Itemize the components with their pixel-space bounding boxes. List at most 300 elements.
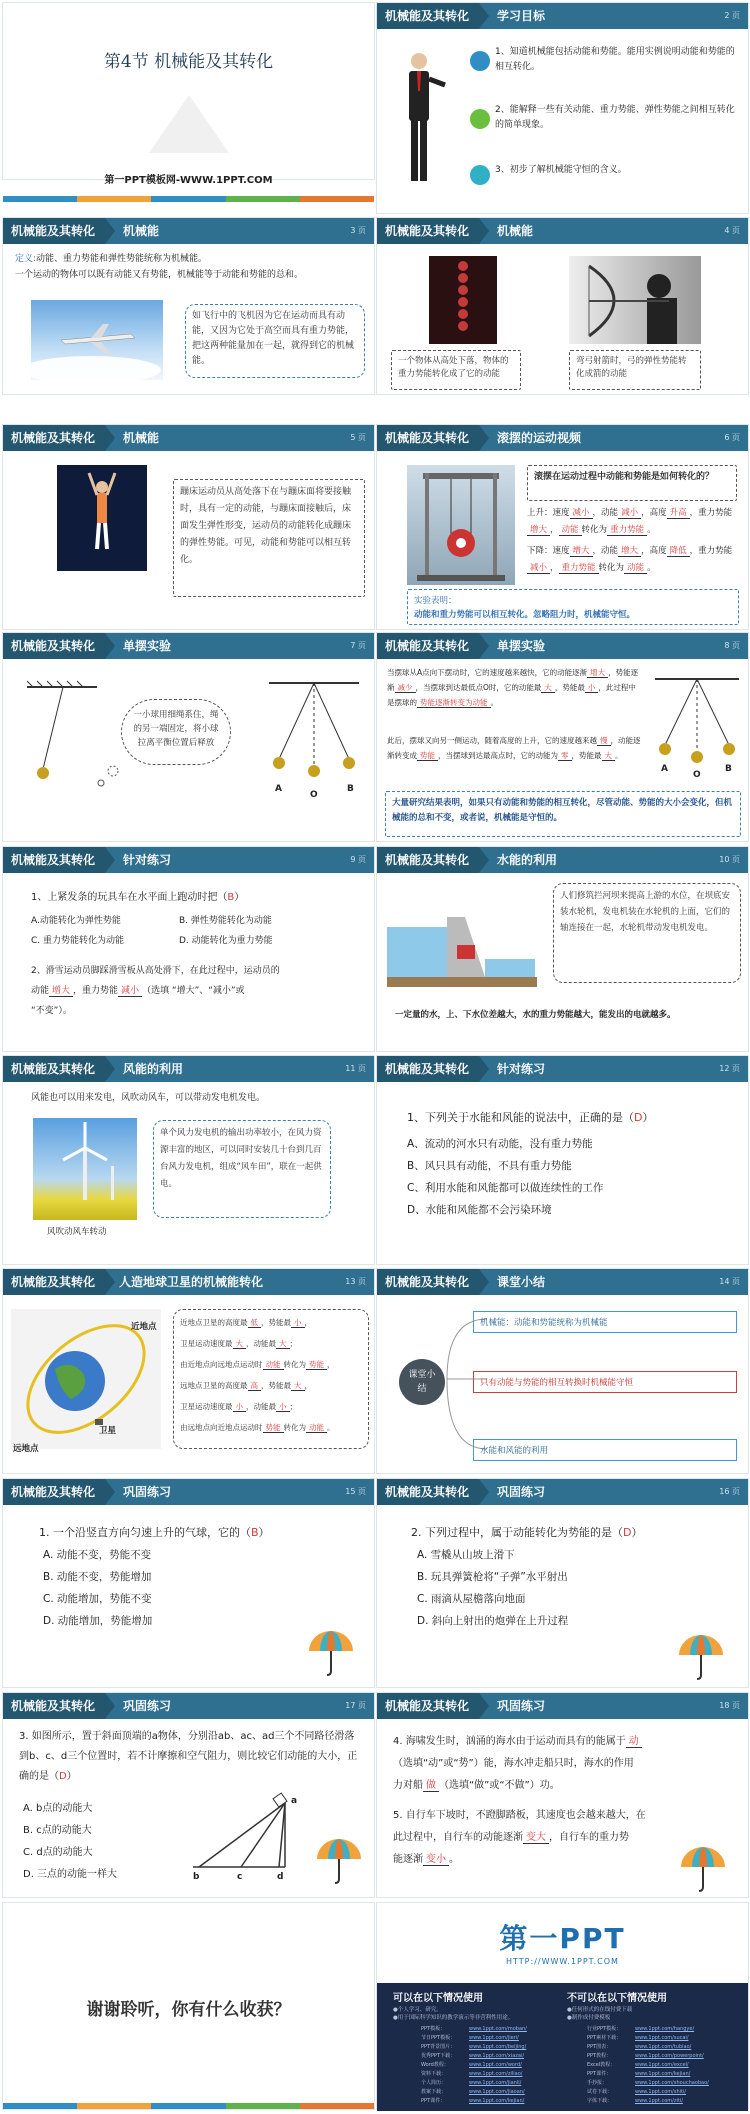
umbrella-icon <box>677 1633 725 1681</box>
fall-t1: ，动能 <box>592 546 619 556</box>
license-link-row <box>421 2088 571 2097</box>
slide-12-exercise <box>376 1055 749 1265</box>
option-c: C、利用水能和风能都可以做连续性的工作 <box>407 1182 604 1194</box>
link-label: 优秀PPT下载： <box>421 2053 456 2059</box>
swing-up-text <box>387 733 642 763</box>
slide-heading: 学习目标 <box>497 9 546 23</box>
links-right <box>587 2025 747 2106</box>
footer-text: 第一PPT模板网-WWW.1PPT.COM <box>104 175 273 186</box>
section-tab: 机械能及其转化 <box>3 1479 105 1505</box>
forbidden-note-1: ●任何形式的在线付费下载 <box>567 2007 633 2013</box>
p1-a1: 增大 <box>587 668 608 678</box>
airplane-photo <box>31 300 163 380</box>
satellite-line <box>180 1417 362 1438</box>
link-url[interactable]: www.1ppt.com/xiazai/ <box>469 2053 525 2059</box>
slide-title: 第4节 机械能及其转化 <box>103 52 274 72</box>
option-d: D. 动能增加，势能增加 <box>43 1615 153 1627</box>
satellite-answer: 大 <box>233 1339 247 1349</box>
rise-t2: ，高度 <box>641 508 667 518</box>
satellite-text: 卫星运动速度最 <box>180 1402 233 1411</box>
airplane-note: 如飞行中的飞机因为它在运动而具有动能，又因为它处于高空而具有重力势能，把这两种能量加在一起，就得到它的机械能。 <box>185 304 365 378</box>
satellite-answer: 势能 <box>306 1360 327 1370</box>
page-number: 7 页 <box>350 641 366 650</box>
link-url[interactable]: www.1ppt.com/shouchaobao/ <box>635 2080 709 2086</box>
link-url[interactable]: www.1ppt.com/jiaoan/ <box>469 2089 525 2095</box>
satellite-line <box>180 1312 362 1333</box>
rise-a3: 升高 <box>667 508 690 519</box>
section-tab: 机械能及其转化 <box>377 3 479 29</box>
link-url[interactable]: www.1ppt.com/ziliao/ <box>469 2071 523 2077</box>
q-text: 2. 下列过程中，属于动能转化为势能的是（ <box>411 1526 623 1539</box>
satellite-answer: 小 <box>291 1318 305 1328</box>
definition-text: 动能、重力势能和弹性势能统称为机械能。 <box>36 254 208 264</box>
link-label: 个人简历： <box>421 2080 447 2086</box>
q2-part-2: ，重力势能 <box>73 986 119 996</box>
page-number: 6 页 <box>724 433 740 442</box>
fall-a5: 重力势能 <box>559 563 599 574</box>
rise-a2: 减小 <box>618 508 641 519</box>
page-number: 17 页 <box>345 1701 366 1710</box>
single-pendulum-diagram <box>27 681 97 791</box>
p1-t1: ，势能逐渐 <box>387 668 639 692</box>
option-d: D. 动能转化为重力势能 <box>179 936 273 946</box>
p1-t4: ，此过程中是摆球的 <box>387 683 636 707</box>
satellite-text: ， <box>304 1381 312 1390</box>
link-url[interactable]: www.1ppt.com/kejian/ <box>469 2098 525 2104</box>
fall-a2: 增大 <box>618 546 641 557</box>
goal-1: 1、知道机械能包括动能和势能。能用实例说明动能和势能的相互转化。 <box>495 47 735 72</box>
license-link-row <box>587 2079 747 2088</box>
label-d: d <box>277 1872 284 1882</box>
option-a: A. b点的动能大 <box>23 1803 93 1814</box>
satellite-answer: 势能 <box>263 1423 284 1433</box>
allowed-note-1: ●个人学习、研究。 <box>393 2007 442 2013</box>
fall-t6: 。 <box>647 563 656 573</box>
link-url[interactable]: www.1ppt.com/powerpoint/ <box>635 2053 704 2059</box>
summary-item-3: 水能和风能的利用 <box>473 1439 737 1461</box>
point-label-b: B <box>347 784 354 794</box>
goal-icon-3 <box>470 165 490 185</box>
satellite-text: 转化为 <box>283 1360 306 1369</box>
rise-t1: ，动能 <box>592 508 619 518</box>
satellite-text: ，动能最 <box>246 1339 276 1348</box>
p2-t2: ，当摆球到达最高点时，它的动能为 <box>438 751 558 760</box>
slide-10-hydropower <box>376 846 749 1052</box>
q-answer: D <box>59 1771 67 1782</box>
p2-a4: 大 <box>602 751 616 761</box>
rise-t6: 。 <box>647 525 656 535</box>
slide-header <box>3 1056 374 1082</box>
license-link-row <box>587 2025 747 2034</box>
slide-heading: 巩固练习 <box>497 1485 546 1499</box>
fall-t3: ，重力势能 <box>689 546 733 556</box>
rise-description <box>527 505 742 539</box>
link-url[interactable]: www.1ppt.com/shiti/ <box>635 2089 687 2095</box>
link-label: PPT课件： <box>587 2071 612 2077</box>
license-link-row <box>421 2052 571 2061</box>
slide-15-exercise <box>2 1478 375 1688</box>
definition-line-2: 一个运动的物体可以既有动能又有势能，机械能等于动能和势能的总和。 <box>15 270 304 280</box>
q-end: ） <box>258 1526 270 1539</box>
satellite-line <box>180 1354 362 1375</box>
point-label-b: B <box>725 764 732 774</box>
section-tab: 机械能及其转化 <box>377 425 479 451</box>
section-tab: 机械能及其转化 <box>3 633 105 659</box>
section-tab: 机械能及其转化 <box>377 1479 479 1505</box>
page-number: 11 页 <box>345 1064 366 1073</box>
page-number: 13 页 <box>345 1277 366 1286</box>
option-d: D、水能和风能都不会污染环境 <box>407 1204 552 1216</box>
slide-header <box>377 3 748 29</box>
section-tab: 机械能及其转化 <box>3 1693 105 1719</box>
p1-a4: 小 <box>585 683 599 693</box>
wind-caption: 风吹动风车转动 <box>47 1227 107 1237</box>
hydropower-caption: 一定量的水，上、下水位差越大，水的重力势能越大，能发出的电就越多。 <box>395 1010 676 1020</box>
satellite-text: ， <box>304 1318 312 1327</box>
fall-a4: 减小 <box>527 563 550 574</box>
link-url[interactable]: www.1ppt.com/sucai/ <box>635 2035 689 2041</box>
satellite-line <box>180 1396 362 1417</box>
link-url[interactable]: www.1ppt.com/jieri/ <box>469 2035 519 2041</box>
slide-16-exercise <box>376 1478 749 1688</box>
goal-icon-1 <box>470 51 490 71</box>
fall-a6: 动能 <box>624 563 647 574</box>
q1-end: ） <box>234 892 245 903</box>
page-number: 18 页 <box>719 1701 740 1710</box>
slide-2-goals <box>376 2 749 214</box>
q2-answer-2: 减小 <box>118 986 142 997</box>
p2-t3: ，势能最 <box>571 751 602 760</box>
slide-header <box>377 425 748 451</box>
question <box>407 1108 653 1128</box>
p1-t5: 。 <box>490 698 498 707</box>
umbrella-icon <box>679 1845 727 1893</box>
rise-a5: 动能 <box>559 525 582 536</box>
satellite-answer: 大 <box>276 1339 290 1349</box>
option-d: D. 三点的动能一样大 <box>23 1869 118 1880</box>
question <box>39 1523 270 1543</box>
section-tab: 机械能及其转化 <box>377 1056 479 1082</box>
wind-turbine-photo <box>33 1118 137 1220</box>
slide-heading: 单摆实验 <box>497 639 546 653</box>
rise-t0: 速度 <box>552 508 570 518</box>
hydropower-box: 人们修筑拦河坝来提高上游的水位，在坝底安装水轮机，发电机装在水轮机的上面，它们的轴连接在一起，水轮机带动发电机发电。 <box>553 883 741 983</box>
swing-down-text <box>387 665 642 710</box>
q5-part-2: 此过程中，自行车的动能逐渐 <box>393 1832 523 1843</box>
q5-part-1: 5. 自行车下坡时，不蹬脚踏板，其速度也会越来越大，在 <box>393 1810 646 1821</box>
option-a: A. 动能不变，势能不变 <box>43 1549 152 1561</box>
option-b: B. c点的动能大 <box>23 1825 92 1836</box>
satellite-answer: 低 <box>248 1318 262 1328</box>
trampoline-text: 蹦床运动员从高处落下在与蹦床面将要接触时，具有一定的动能，与蹦床面接触后，床面发生弹性形变，运动员的动能转化成蹦床的弹性势能。可见，动能和势能可以相互转化。 <box>173 479 365 597</box>
section-tab: 机械能及其转化 <box>3 218 105 244</box>
goal-3: 3、初步了解机械能守恒的含义。 <box>495 165 627 175</box>
satellite-text: ，势能最 <box>261 1318 291 1327</box>
slide-8-pendulum-explained <box>376 632 749 842</box>
slide-17-exercise <box>2 1692 375 1898</box>
slide-header <box>3 1479 374 1505</box>
option-c: C. 动能增加，势能不变 <box>43 1593 152 1605</box>
label-c: c <box>237 1872 243 1882</box>
allowed-title: 可以在以下情况使用 <box>393 1993 483 2004</box>
q-text: 1. 一个沿竖直方向匀速上升的气球，它的（ <box>39 1526 251 1539</box>
point-label-a: A <box>661 764 668 774</box>
slide-heading: 机械能 <box>123 431 160 445</box>
link-url[interactable]: www.1ppt.com/moban/ <box>469 2026 527 2032</box>
forbidden-title: 不可以在以下情况使用 <box>567 1993 667 2004</box>
slide-heading: 巩固练习 <box>123 1485 172 1499</box>
fall-t2: ，高度 <box>641 546 667 556</box>
satellite-answer: 大 <box>291 1381 305 1391</box>
satellite-text: ，动能最 <box>246 1402 276 1411</box>
color-stripes <box>3 2103 374 2109</box>
license-link-row <box>587 2097 747 2106</box>
license-link-row <box>587 2061 747 2070</box>
result-label: 实验表明： <box>414 596 457 606</box>
satellite-text: 。 <box>327 1423 335 1432</box>
q-text: 3. 如图所示，置于斜面顶端的a物体，分别沿ab、ac、ad三个不同路径滑落到b、c、d三个位置时，若不计摩擦和空气阻力，则比较它们动能的大小，正确的是（ <box>19 1731 358 1782</box>
satellite-text: 远地点卫星的高度最 <box>180 1381 248 1390</box>
license-link-row <box>421 2043 571 2052</box>
result-text: 动能和重力势能可以相互转化。忽略阻力时，机械能守恒。 <box>414 610 636 620</box>
slide-18-exercise <box>376 1692 749 1898</box>
q-text: 1、下列关于水能和风能的说法中，正确的是（ <box>407 1111 634 1124</box>
link-url[interactable]: www.1ppt.com/hangye/ <box>635 2026 695 2032</box>
satellite-answer: 高 <box>248 1381 262 1391</box>
slide-header <box>377 1269 748 1295</box>
slide-header <box>3 218 374 244</box>
option-a: A.动能转化为弹性势能 <box>31 916 121 926</box>
slide-14-summary <box>376 1268 749 1474</box>
experiment-result <box>407 589 739 625</box>
question <box>411 1523 642 1543</box>
link-label: 行业PPT模板： <box>587 2026 622 2032</box>
fall-description <box>527 543 742 577</box>
satellite-answer: 小 <box>233 1402 247 1412</box>
link-url[interactable]: www.1ppt.com/ziti/ <box>635 2098 683 2104</box>
link-label: PPT教程： <box>587 2053 612 2059</box>
links-left <box>421 2025 571 2106</box>
thanks-text: 谢谢聆听，你有什么收获？ <box>86 2000 291 2020</box>
license-link-row <box>587 2043 747 2052</box>
link-label: PPT背景图片： <box>421 2044 456 2050</box>
section-tab: 机械能及其转化 <box>3 1056 105 1082</box>
q4-part-4: （选填“做”或“不做”）功。 <box>439 1780 560 1791</box>
conclusion-box: 大量研究结果表明，如果只有动能和势能的相互转化，尽管动能、势能的大小会变化，但机械能的总和不变，或者说，机械能是守恒的。 <box>385 791 741 837</box>
wind-farm-box: 单个风力发电机的输出功率较小，在风力资源丰富的地区，可以同时安装几十台到几百台风力发电机，组成“风车田”，联在一起供电。 <box>153 1120 331 1218</box>
satellite-label: 卫星 <box>99 1426 117 1436</box>
link-label: PPT模板： <box>421 2026 446 2032</box>
q2-answer-1: 增大 <box>49 986 73 997</box>
businessman-figure <box>397 51 447 191</box>
page-number: 2 页 <box>724 11 740 20</box>
fall-t4: ， <box>550 563 559 573</box>
slide-heading: 针对练习 <box>497 1062 546 1076</box>
slide-heading: 机械能 <box>123 224 160 238</box>
slide-heading: 单摆实验 <box>123 639 172 653</box>
point-label-o: O <box>310 790 318 800</box>
page-number: 8 页 <box>724 641 740 650</box>
question-2-line <box>31 983 371 1000</box>
link-url[interactable]: www.1ppt.com/jianli/ <box>469 2080 522 2086</box>
satellite-text: ； <box>289 1339 297 1348</box>
option-c: C. 重力势能转化为动能 <box>31 936 125 946</box>
satellite-answer: 动能 <box>263 1360 284 1370</box>
link-url[interactable]: www.1ppt.com/word/ <box>469 2062 522 2068</box>
color-stripes <box>3 196 374 202</box>
slide-header <box>3 425 374 451</box>
p1-a3: 大 <box>541 683 555 693</box>
p1-t2: ，当摆球到达最低点O时，它的动能最 <box>415 683 542 692</box>
license-panel <box>377 1983 748 2111</box>
link-url[interactable]: www.1ppt.com/excel/ <box>635 2062 689 2068</box>
q4-answer-2: 做 <box>423 1780 439 1792</box>
p2-t1: ，动能逐渐转变成 <box>387 736 641 760</box>
license-link-row <box>421 2034 571 2043</box>
rise-a6: 重力势能 <box>607 525 647 536</box>
fall-a1: 增大 <box>570 546 593 557</box>
page-number: 9 页 <box>350 855 366 864</box>
satellite-text: ，势能最 <box>261 1381 291 1390</box>
falling-ball-photo <box>429 256 497 344</box>
link-label: 手抄报： <box>587 2080 608 2086</box>
question <box>19 1727 364 1787</box>
link-label: PPT课件： <box>421 2098 446 2104</box>
rise-a4: 增大 <box>527 525 550 536</box>
satellite-line <box>180 1375 362 1396</box>
satellite-text: 由近地点向远地点运动时 <box>180 1360 263 1369</box>
question-1 <box>31 889 361 906</box>
goal-icon-2 <box>470 109 490 129</box>
slide-heading: 机械能 <box>497 224 534 238</box>
page-number: 10 页 <box>719 855 740 864</box>
q1-answer: B <box>227 892 235 903</box>
summary-hub: 课堂小结 <box>399 1359 445 1405</box>
rise-label: 上升： <box>527 508 553 518</box>
fall-a3: 降低 <box>667 546 690 557</box>
definition-label: 定义: <box>15 254 37 264</box>
page-number: 5 页 <box>350 433 366 442</box>
slide-header <box>377 1056 748 1082</box>
slide-heading: 水能的利用 <box>497 853 558 867</box>
section-tab: 机械能及其转化 <box>377 218 479 244</box>
option-b: B. 动能不变，势能增加 <box>43 1571 152 1583</box>
pendulum-question: 滚摆在运动过程中动能和势能是如何转化的？ <box>527 465 737 501</box>
link-url[interactable]: www.1ppt.com/kejian/ <box>635 2071 691 2077</box>
slide-6-rolling-pendulum <box>376 424 749 630</box>
umbrella-icon <box>307 1629 355 1677</box>
slide-19-thanks <box>2 1902 375 2110</box>
page-number: 12 页 <box>719 1064 740 1073</box>
point-label-o: O <box>693 770 701 780</box>
section-tab: 机械能及其转化 <box>377 1269 479 1295</box>
link-label: 节日PPT模板： <box>421 2035 456 2041</box>
wind-lead: 风能也可以用来发电，风吹动风车，可以带动发电机发电。 <box>31 1093 266 1103</box>
option-a: A、流动的河水只有动能，没有重力势能 <box>407 1138 593 1150</box>
page-number: 15 页 <box>345 1487 366 1496</box>
license-link-row <box>421 2061 571 2070</box>
q-answer: B <box>251 1526 259 1539</box>
license-link-row <box>587 2034 747 2043</box>
link-url[interactable]: www.1ppt.com/beijing/ <box>469 2044 527 2050</box>
q1-text: 1、上紧发条的玩具车在水平面上跑动时把（ <box>31 892 228 903</box>
page-number: 16 页 <box>719 1487 740 1496</box>
slide-heading: 人造地球卫星的机械能转化 <box>119 1275 264 1289</box>
satellite-text: 近地点卫星的高度最 <box>180 1318 248 1327</box>
q4-part-2: （选填“动”或“势”）能，海水冲走船只时，海水的作用 <box>393 1758 634 1769</box>
slide-7-pendulum <box>2 632 375 842</box>
q2-part-3: （选填 “增大”、“减小”或 <box>142 986 245 996</box>
q5-part-3: ，自行车的重力势 <box>549 1832 629 1843</box>
trampoline-photo <box>57 465 147 571</box>
p1-a5: 势能逐渐转变为动能 <box>417 698 491 708</box>
slide-header <box>377 218 748 244</box>
q4-part-1: 4. 海啸发生时，汹涌的海水由于运动而具有的能属于 <box>393 1736 626 1747</box>
q5-answer-1: 变大 <box>523 1832 549 1844</box>
rise-a1: 减小 <box>570 508 593 519</box>
section-tab: 机械能及其转化 <box>377 1693 479 1719</box>
link-label: 字体下载： <box>587 2098 613 2104</box>
slide-5-trampoline <box>2 424 375 630</box>
fall-t0: 速度 <box>552 546 570 556</box>
goal-2: 2、能解释一些有关动能、重力势能、弹性势能之间相互转化的简单现象。 <box>495 105 735 130</box>
option-b: B. 玩具弹簧枪将“子弹”水平射出 <box>417 1571 568 1583</box>
option-c: C. d点的动能大 <box>23 1847 93 1858</box>
link-label: Excel教程： <box>587 2062 616 2068</box>
link-url[interactable]: www.1ppt.com/tubiao/ <box>635 2044 692 2050</box>
slide-header <box>3 1693 374 1719</box>
slide-heading: 滚摆的运动视频 <box>497 431 582 445</box>
option-b: B. 弹性势能转化为动能 <box>179 916 272 926</box>
satellite-answer: 动能 <box>306 1423 327 1433</box>
allowed-note-2: ●用于国际科学知识的教学演示等非营利性用途。 <box>393 2015 514 2021</box>
rise-t4: ， <box>550 525 559 535</box>
satellite-text: ； <box>289 1402 297 1411</box>
slide-13-satellite <box>2 1268 375 1474</box>
section-tab: 机械能及其转化 <box>377 633 479 659</box>
link-label: PPT图表： <box>587 2044 612 2050</box>
section-tab: 机械能及其转化 <box>3 425 105 451</box>
satellite-text: 转化为 <box>283 1423 306 1432</box>
link-label: 试卷下载： <box>587 2089 613 2095</box>
fall-label: 下降： <box>527 546 553 556</box>
q-end: ） <box>66 1771 77 1782</box>
archer-caption: 弯弓射箭时，弓的弹性势能转化成箭的动能 <box>569 350 701 390</box>
license-link-row <box>421 2070 571 2079</box>
rise-t3: ，重力势能 <box>689 508 733 518</box>
link-label: PPT素材下载： <box>587 2035 622 2041</box>
satellite-answer: 小 <box>276 1402 290 1412</box>
slide-heading: 巩固练习 <box>497 1699 546 1713</box>
section-tab: 机械能及其转化 <box>3 1269 105 1295</box>
triangle-decoration <box>149 95 229 155</box>
satellite-text: ， <box>327 1360 335 1369</box>
slide-heading: 课堂小结 <box>497 1275 546 1289</box>
p2-a3: 零 <box>558 751 572 761</box>
q5-part-5: 。 <box>449 1854 459 1865</box>
license-link-row <box>587 2070 747 2079</box>
section-tab: 机械能及其转化 <box>377 847 479 873</box>
satellite-text: 由远地点向近地点运动时 <box>180 1423 263 1432</box>
label-b: b <box>193 1872 200 1882</box>
slide-header <box>377 1693 748 1719</box>
brand-logo: 第一PPT <box>499 1922 626 1955</box>
p1-t3: ，势能最 <box>554 683 585 692</box>
slide-3-mechanical-energy <box>2 217 375 395</box>
maxwell-wheel-photo[interactable] <box>407 465 515 585</box>
q-answer: D <box>634 1111 643 1124</box>
page-number: 3 页 <box>350 226 366 235</box>
